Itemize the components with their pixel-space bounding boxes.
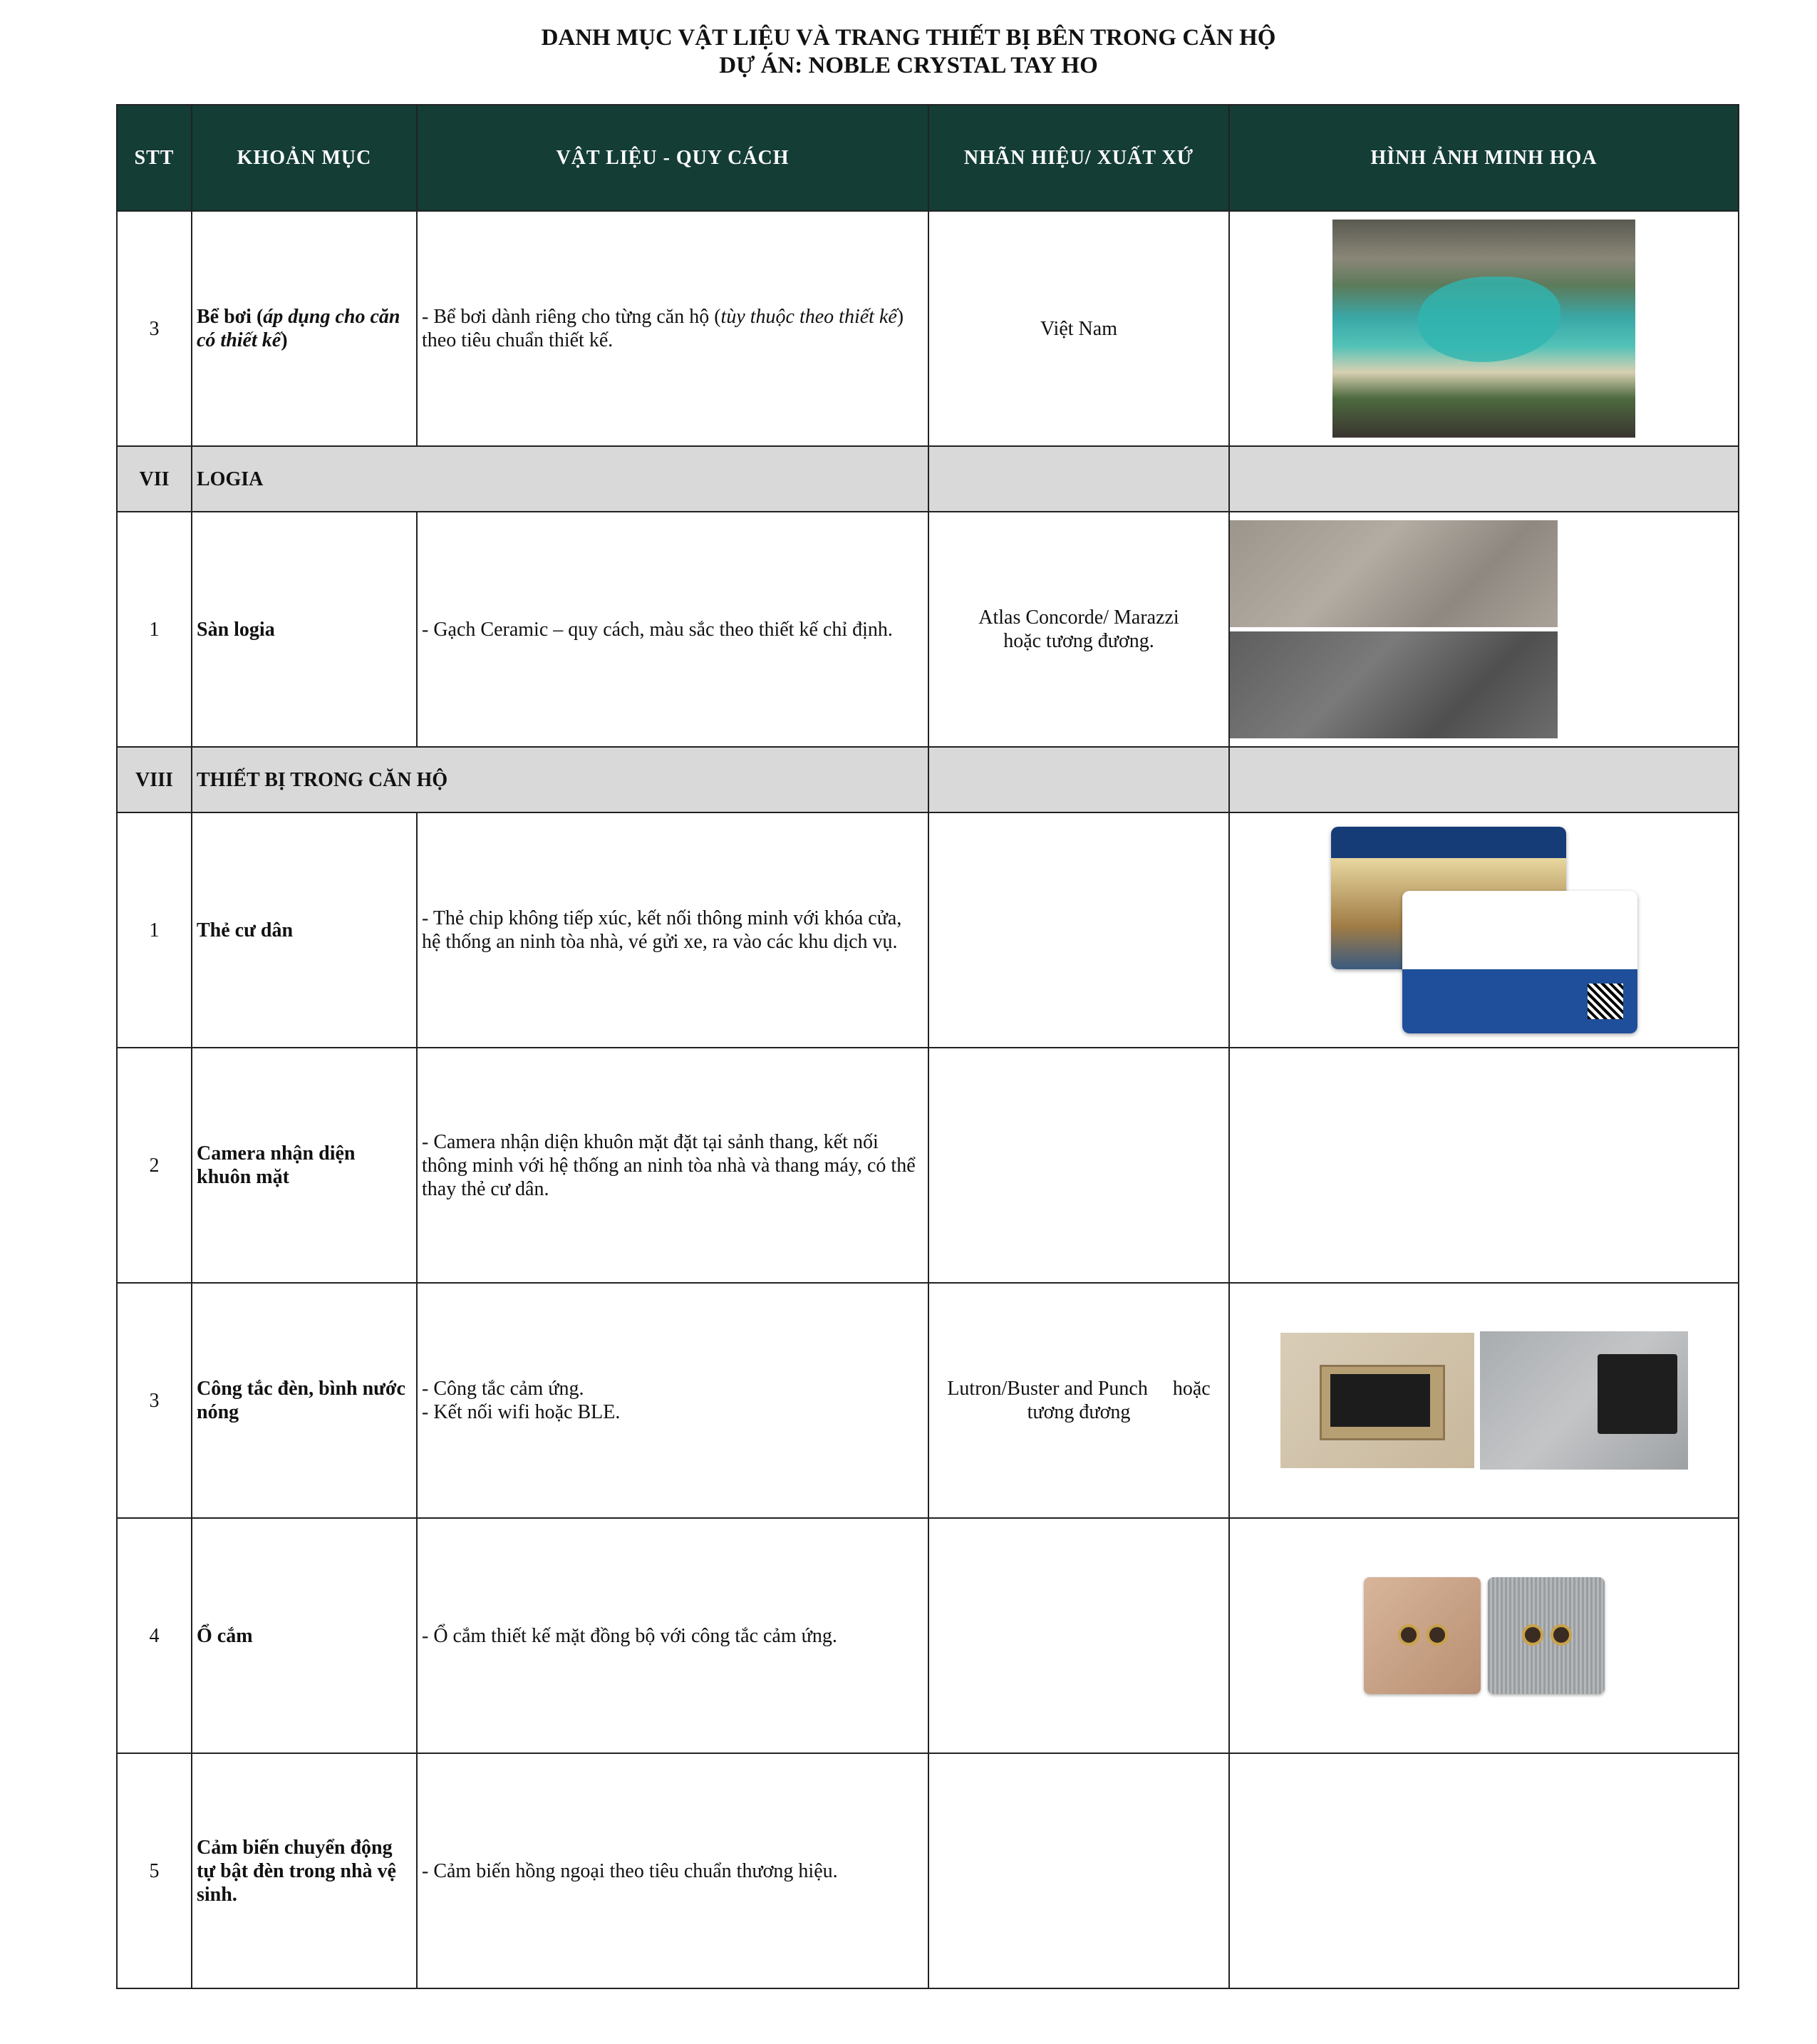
row-spec: - Gạch Ceramic – quy cách, màu sắc theo thiết kế chỉ định. [417, 512, 928, 747]
row-brand [928, 1518, 1229, 1753]
header-image: HÌNH ẢNH MINH HỌA [1229, 105, 1739, 211]
row-image [1229, 1048, 1739, 1283]
header-stt: STT [117, 105, 192, 211]
row-brand: Việt Nam [928, 211, 1229, 446]
row-spec: - Cảm biến hồng ngoại theo tiêu chuẩn thương hiệu. [417, 1753, 928, 1988]
row-brand [928, 1753, 1229, 1988]
row-item: Sàn logia [192, 512, 417, 747]
row-item: Bể bơi (áp dụng cho căn có thiết kế) [192, 211, 417, 446]
row-item: Công tắc đèn, bình nước nóng [192, 1283, 417, 1518]
row-spec: - Công tắc cảm ứng. - Kết nối wifi hoặc BLE. [417, 1283, 928, 1518]
row-image [1229, 812, 1739, 1048]
row-item: Camera nhận diện khuôn mặt [192, 1048, 417, 1283]
row-stt: 2 [117, 1048, 192, 1283]
table-row-card [117, 812, 1739, 1048]
row-item: Cảm biến chuyển động tự bật đèn trong nhà vệ sinh. [192, 1753, 417, 1988]
table-row-sensor [117, 1753, 1739, 1988]
section-row-logia [117, 446, 1739, 512]
row-stt: 3 [117, 1283, 192, 1518]
socket-image [1230, 1577, 1738, 1694]
row-stt: 3 [117, 211, 192, 446]
section-label: THIẾT BỊ TRONG CĂN HỘ [192, 747, 928, 812]
row-spec: - Bể bơi dành riêng cho từng căn hộ (tùy thuộc theo thiết kế) theo tiêu chuẩn thiết kế. [417, 211, 928, 446]
pool-image [1332, 220, 1635, 438]
document-title: DANH MỤC VẬT LIỆU VÀ TRANG THIẾT BỊ BÊN TRONG CĂN HỘ [541, 25, 1276, 51]
header-spec: VẬT LIỆU - QUY CÁCH [417, 105, 928, 211]
section-number: VII [117, 446, 192, 512]
section-label: LOGIA [192, 446, 928, 512]
table-row-socket [117, 1518, 1739, 1753]
row-item: Thẻ cư dân [192, 812, 417, 1048]
row-image [1229, 1753, 1739, 1988]
table-row-switch [117, 1283, 1739, 1518]
tile-image [1230, 520, 1558, 738]
row-spec: - Ổ cắm thiết kế mặt đồng bộ với công tắc cảm ứng. [417, 1518, 928, 1753]
resident-card-image [1331, 827, 1637, 1033]
row-image [1229, 1283, 1739, 1518]
table-header [117, 105, 1739, 211]
header-item: KHOẢN MỤC [192, 105, 417, 211]
row-brand: Atlas Concorde/ Marazzi hoặc tương đương. [928, 512, 1229, 747]
table-row-pool [117, 211, 1739, 446]
row-brand: Lutron/Buster and Punch hoặc tương đương [928, 1283, 1229, 1518]
table-row-camera [117, 1048, 1739, 1283]
section-number: VIII [117, 747, 192, 812]
switch-image [1230, 1331, 1738, 1470]
row-brand [928, 1048, 1229, 1283]
row-image [1229, 1518, 1739, 1753]
row-image [1229, 512, 1739, 747]
row-stt: 1 [117, 512, 192, 747]
project-name: DỰ ÁN: NOBLE CRYSTAL TAY HO [719, 53, 1098, 78]
row-stt: 1 [117, 812, 192, 1048]
row-item: Ổ cắm [192, 1518, 417, 1753]
section-row-devices [117, 747, 1739, 812]
row-image [1229, 211, 1739, 446]
row-stt: 5 [117, 1753, 192, 1988]
row-brand [928, 812, 1229, 1048]
header-brand: NHÃN HIỆU/ XUẤT XỨ [928, 105, 1229, 211]
materials-table [116, 104, 1739, 1989]
row-stt: 4 [117, 1518, 192, 1753]
row-spec: - Thẻ chip không tiếp xúc, kết nối thông minh với khóa cửa, hệ thống an ninh tòa nhà, vé gửi xe, ra vào các khu dịch vụ. [417, 812, 928, 1048]
table-row-logia [117, 512, 1739, 747]
row-spec: - Camera nhận diện khuôn mặt đặt tại sảnh thang, kết nối thông minh với hệ thống an ninh tòa nhà và thang máy, có thể thay thẻ cư dân. [417, 1048, 928, 1283]
